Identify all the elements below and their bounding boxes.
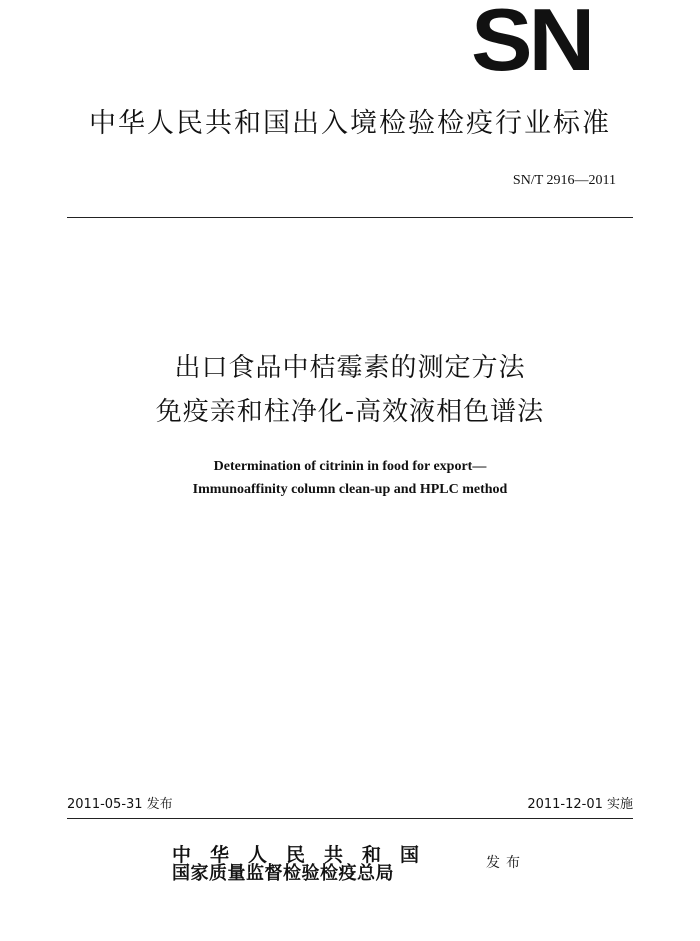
publish-label: 发布	[486, 855, 526, 871]
english-title-line-2: Immunoaffinity column clean-up and HPLC method	[192, 482, 508, 497]
sn-logo: SN	[471, 0, 591, 89]
standard-category-title: 中华人民共和国出入境检验检疫行业标准	[89, 108, 611, 139]
chinese-title-line-1: 出口食品中桔霉素的测定方法	[174, 353, 526, 383]
english-title-line-1: Determination of citrinin in food for export—	[213, 459, 487, 474]
standard-code: SN/T 2916—2011	[512, 173, 616, 188]
top-divider	[67, 217, 633, 218]
implementation-date: 2011-12-01 实施	[527, 797, 633, 812]
bottom-divider	[67, 818, 633, 819]
issuer-agency: 国家质量监督检验检疫总局	[172, 863, 394, 884]
issue-date: 2011-05-31 发布	[67, 797, 173, 812]
issuer-country: 中华人民共和国	[172, 844, 439, 866]
chinese-title-line-2: 免疫亲和柱净化-高效液相色谱法	[155, 397, 545, 427]
